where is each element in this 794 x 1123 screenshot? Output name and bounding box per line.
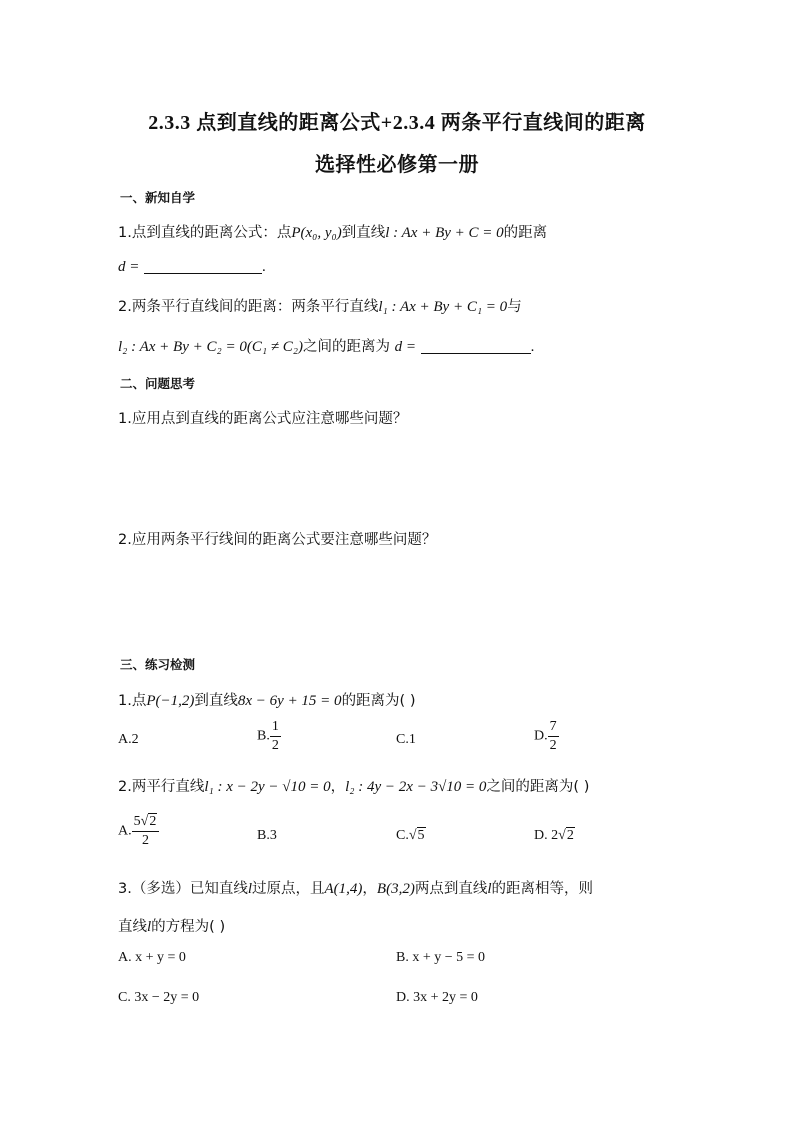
s1-q2-answer-blank[interactable] bbox=[421, 339, 531, 354]
s1-q1-answer: d = . bbox=[118, 259, 266, 275]
p3-option-d[interactable]: D. 3x + 2y = 0 bbox=[396, 990, 478, 1005]
s3-problem-3-cont bbox=[118, 915, 225, 936]
p2-sep: ， bbox=[330, 779, 346, 795]
s1-question-2 bbox=[118, 295, 522, 316]
p3-mid2: 两点到直线 bbox=[414, 881, 488, 897]
p3-line2-suffix: 的方程为( ) bbox=[151, 919, 226, 935]
p2-a-den: 2 bbox=[141, 833, 149, 848]
s1-q1-suffix: 的距离 bbox=[503, 225, 548, 241]
p1-line: 8x − 6y + 15 = 0 bbox=[237, 693, 342, 709]
p2-line2: l₂ : 4y − 2x − 3√10 = 0 bbox=[345, 779, 487, 795]
section-heading-practice: 三、练习检测 bbox=[120, 657, 196, 672]
p3-mid1: 过原点，且 bbox=[252, 881, 325, 897]
s1-q2-suffix: 之间的距离为 bbox=[303, 339, 390, 355]
s1-question-2-cont: l₂ : Ax + By + C₂ = 0(C₁ ≠ C₂)之间的距离为 d = . bbox=[118, 339, 535, 355]
p3-line2-l: l bbox=[147, 919, 152, 935]
p2-c-rad: 5 bbox=[417, 828, 425, 843]
p2-option-a-label: A. bbox=[118, 823, 132, 839]
p1-option-d-label: D. bbox=[534, 728, 548, 744]
s1-q2-prefix: 2.两条平行直线间的距离：两条平行直线 bbox=[118, 299, 379, 315]
p3-option-c[interactable]: C. 3x − 2y = 0 bbox=[118, 990, 200, 1005]
p2-line1: l₁ : x − 2y − √10 = 0 bbox=[204, 779, 331, 795]
p3-l2: l bbox=[487, 881, 492, 897]
section-heading-new-knowledge: 一、新知自学 bbox=[120, 190, 196, 205]
p2-option-d-label: D. 2 bbox=[534, 828, 559, 843]
p1-option-d-fraction bbox=[548, 720, 559, 753]
p2-a-num-coef: 5 bbox=[133, 814, 141, 829]
s1-q1-prefix: 1.点到直线的距离公式：点 bbox=[118, 225, 292, 241]
p3-point-b: B(3,2) bbox=[376, 881, 415, 897]
p1-b-den: 2 bbox=[271, 738, 279, 753]
p1-option-d[interactable] bbox=[534, 720, 559, 753]
p3-line2-prefix: 直线 bbox=[118, 919, 147, 935]
p3-point-a: A(1,4) bbox=[324, 881, 363, 897]
p2-d-rad: 2 bbox=[566, 828, 574, 843]
s2-question-1: 1.应用点到直线的距离公式应注意哪些问题？ bbox=[118, 411, 408, 427]
s1-q1-line: l : Ax + By + C = 0 bbox=[385, 225, 504, 241]
s2-question-2: 2.应用两条平行线间的距离公式要注意哪些问题？ bbox=[118, 532, 437, 548]
p2-option-d[interactable]: D. 2√2 bbox=[534, 828, 574, 843]
s1-question-1 bbox=[118, 221, 547, 242]
p2-option-a-fraction bbox=[132, 815, 160, 848]
p1-option-b-label: B. bbox=[257, 728, 270, 744]
s3-problem-3 bbox=[118, 877, 593, 898]
s1-q2-line2: l₂ : Ax + By + C₂ = 0(C₁ ≠ C₂) bbox=[118, 339, 303, 355]
p3-option-b[interactable]: B. x + y − 5 = 0 bbox=[396, 950, 486, 965]
p2-suffix: 之间的距离为( ) bbox=[486, 779, 590, 795]
p1-option-b-fraction bbox=[270, 720, 281, 753]
p1-b-num: 1 bbox=[270, 720, 281, 737]
p3-prefix: 3.（多选）已知直线 bbox=[118, 881, 248, 897]
p1-option-a[interactable]: A.2 bbox=[118, 732, 139, 747]
p3-suffix: 的距离相等，则 bbox=[491, 881, 593, 897]
p2-option-b[interactable]: B.3 bbox=[257, 828, 277, 843]
p1-d-num: 7 bbox=[548, 720, 559, 737]
p3-l: l bbox=[247, 881, 253, 897]
s1-q1-answer-blank[interactable] bbox=[144, 259, 262, 274]
s3-problem-1 bbox=[118, 689, 416, 710]
p1-prefix: 1.点 bbox=[118, 693, 147, 709]
page-subtitle: 选择性必修第一册 bbox=[315, 154, 479, 176]
s1-q1-answer-lhs: d = bbox=[118, 259, 140, 275]
p2-prefix: 2.两平行直线 bbox=[118, 779, 205, 795]
p1-option-b[interactable] bbox=[257, 720, 281, 753]
s1-q2-answer-lhs: d = bbox=[394, 339, 416, 355]
p2-option-c[interactable]: C.√5 bbox=[396, 828, 425, 843]
p1-d-den: 2 bbox=[549, 738, 557, 753]
section-heading-question-thinking: 二、问题思考 bbox=[120, 376, 196, 391]
p1-point: P(−1,2) bbox=[146, 693, 195, 709]
s1-q2-mid: 与 bbox=[507, 299, 522, 315]
page-title: 2.3.3 点到直线的距离公式+2.3.4 两条平行直线间的距离 bbox=[148, 112, 646, 134]
p1-mid: 到直线 bbox=[194, 693, 238, 709]
p3-option-a[interactable]: A. x + y = 0 bbox=[118, 950, 186, 965]
p3-sep: ， bbox=[362, 881, 377, 897]
s3-problem-2 bbox=[118, 775, 589, 796]
p2-option-a[interactable] bbox=[118, 815, 159, 848]
p1-suffix: 的距离为( ) bbox=[341, 693, 416, 709]
p1-option-c[interactable]: C.1 bbox=[396, 732, 416, 747]
p2-option-c-label: C. bbox=[396, 828, 409, 843]
s1-q1-mid: 到直线 bbox=[341, 225, 386, 241]
p2-a-num-rad: 2 bbox=[149, 814, 157, 829]
s1-q2-line1: l₁ : Ax + By + C₁ = 0 bbox=[378, 299, 508, 315]
s1-q1-point: P(x₀, y₀) bbox=[291, 225, 342, 241]
p2-a-num: 5√2 bbox=[132, 815, 160, 832]
